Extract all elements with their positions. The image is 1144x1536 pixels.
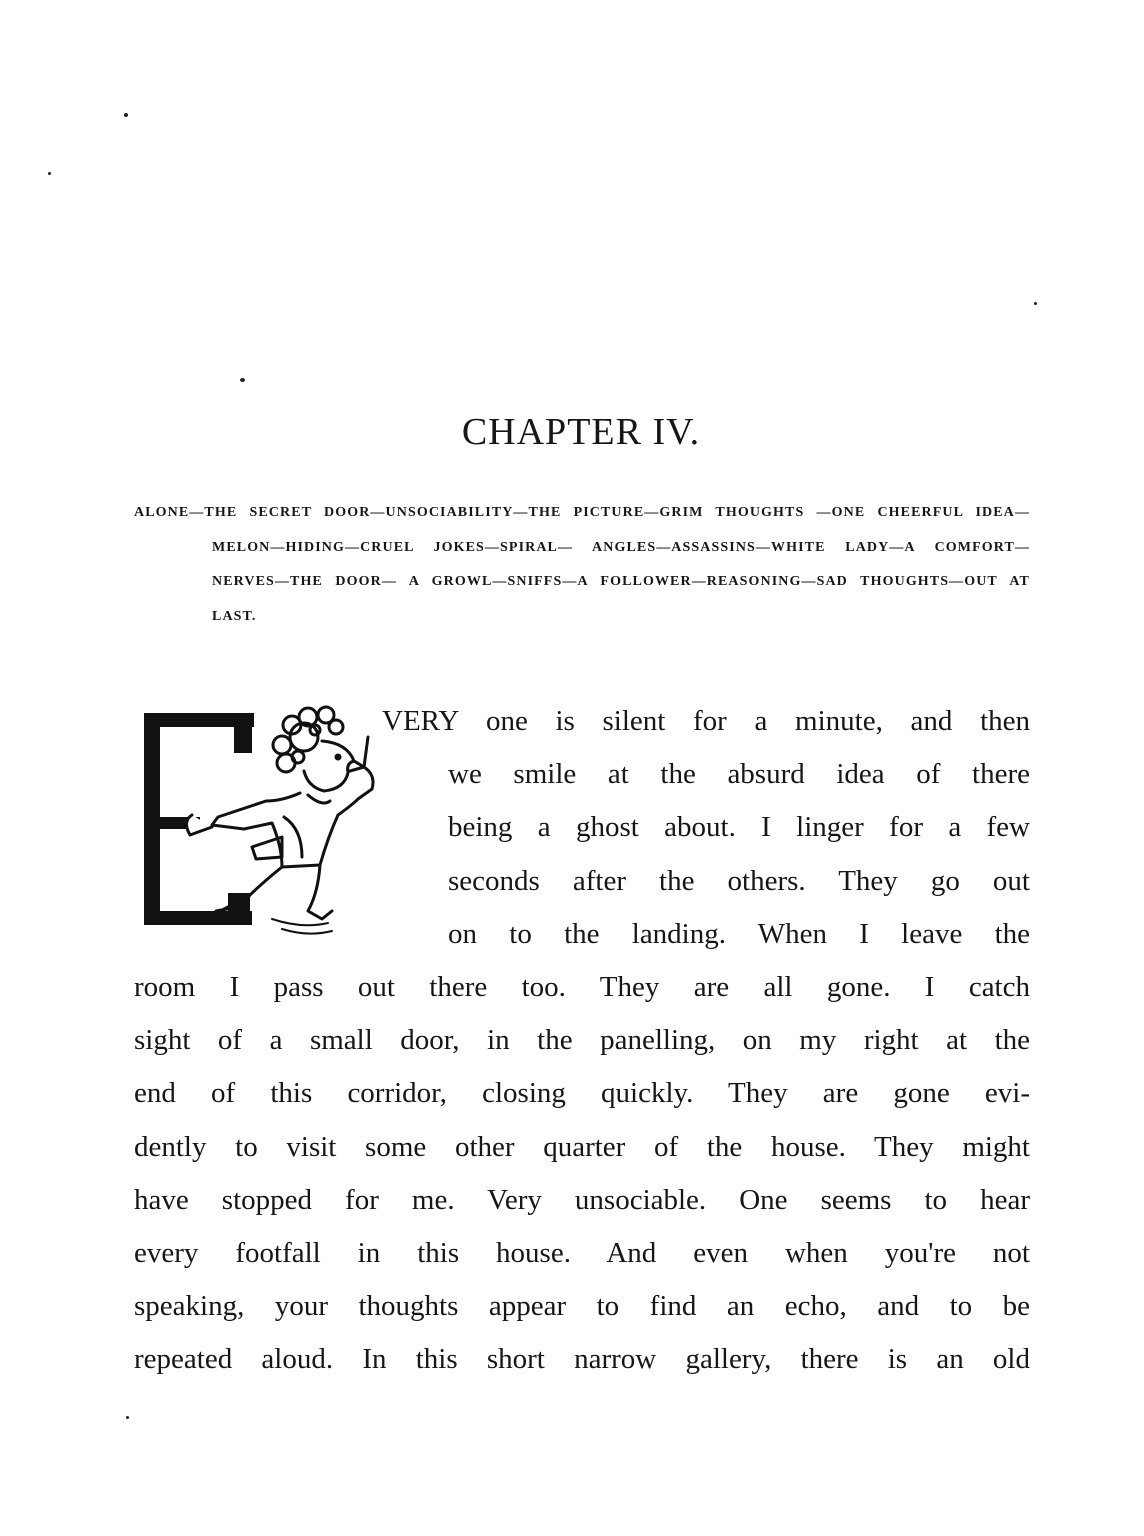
- body-line: VERY one is silent for a minute, and then: [382, 705, 1030, 737]
- body-line: have stopped for me. Very unsociable. One seems to hear: [134, 1183, 1030, 1216]
- scan-speck: [240, 378, 245, 382]
- body-line: room I pass out there too. They are all gone. I catch: [134, 971, 1030, 1004]
- scan-speck: [124, 113, 128, 117]
- body-line: end of this corridor, closing quickly. They are gone evi-: [134, 1077, 1030, 1110]
- body-line: dently to visit some other quarter of the house. They might: [134, 1130, 1030, 1163]
- body-line: speaking, your thoughts appear to find an echo, and to be: [134, 1290, 1030, 1323]
- body-line: every footfall in this house. And even when you're not: [134, 1237, 1030, 1270]
- body-line: we smile at the absurd idea of there: [448, 758, 1030, 791]
- body-text: [134, 695, 1030, 1387]
- body-line: seconds after the others. They go out: [448, 864, 1030, 897]
- body-line: on to the landing. When I leave the: [448, 917, 1030, 950]
- drop-cap-letter: E: [152, 942, 153, 943]
- body-line: being a ghost about. I linger for a few: [448, 811, 1030, 844]
- chapter-summary-text: ALONE—THE SECRET DOOR—UNSOCIABILITY—THE PICTURE—GRIM THOUGHTS —ONE CHEERFUL IDEA—MELON—HIDING—CRUEL JOKES—SPIRAL— ANGLES—ASSASSINS—WHITE LADY—A COMFORT—NERVES—THE DOOR— A GROWL—SNIFFS—A FOLLOWER—REASONING—SAD THOUGHTS—OUT AT LAST.: [134, 505, 1030, 624]
- chapter-summary: [134, 496, 1030, 634]
- chapter-title: CHAPTER IV.: [461, 411, 701, 453]
- body-line: sight of a small door, in the panelling, on my right at the: [134, 1024, 1030, 1057]
- scan-speck: [1034, 302, 1037, 305]
- body-line: repeated aloud. In this short narrow gallery, there is an old: [134, 1343, 1030, 1376]
- scan-speck: [48, 172, 51, 175]
- scan-speck: [126, 1416, 129, 1419]
